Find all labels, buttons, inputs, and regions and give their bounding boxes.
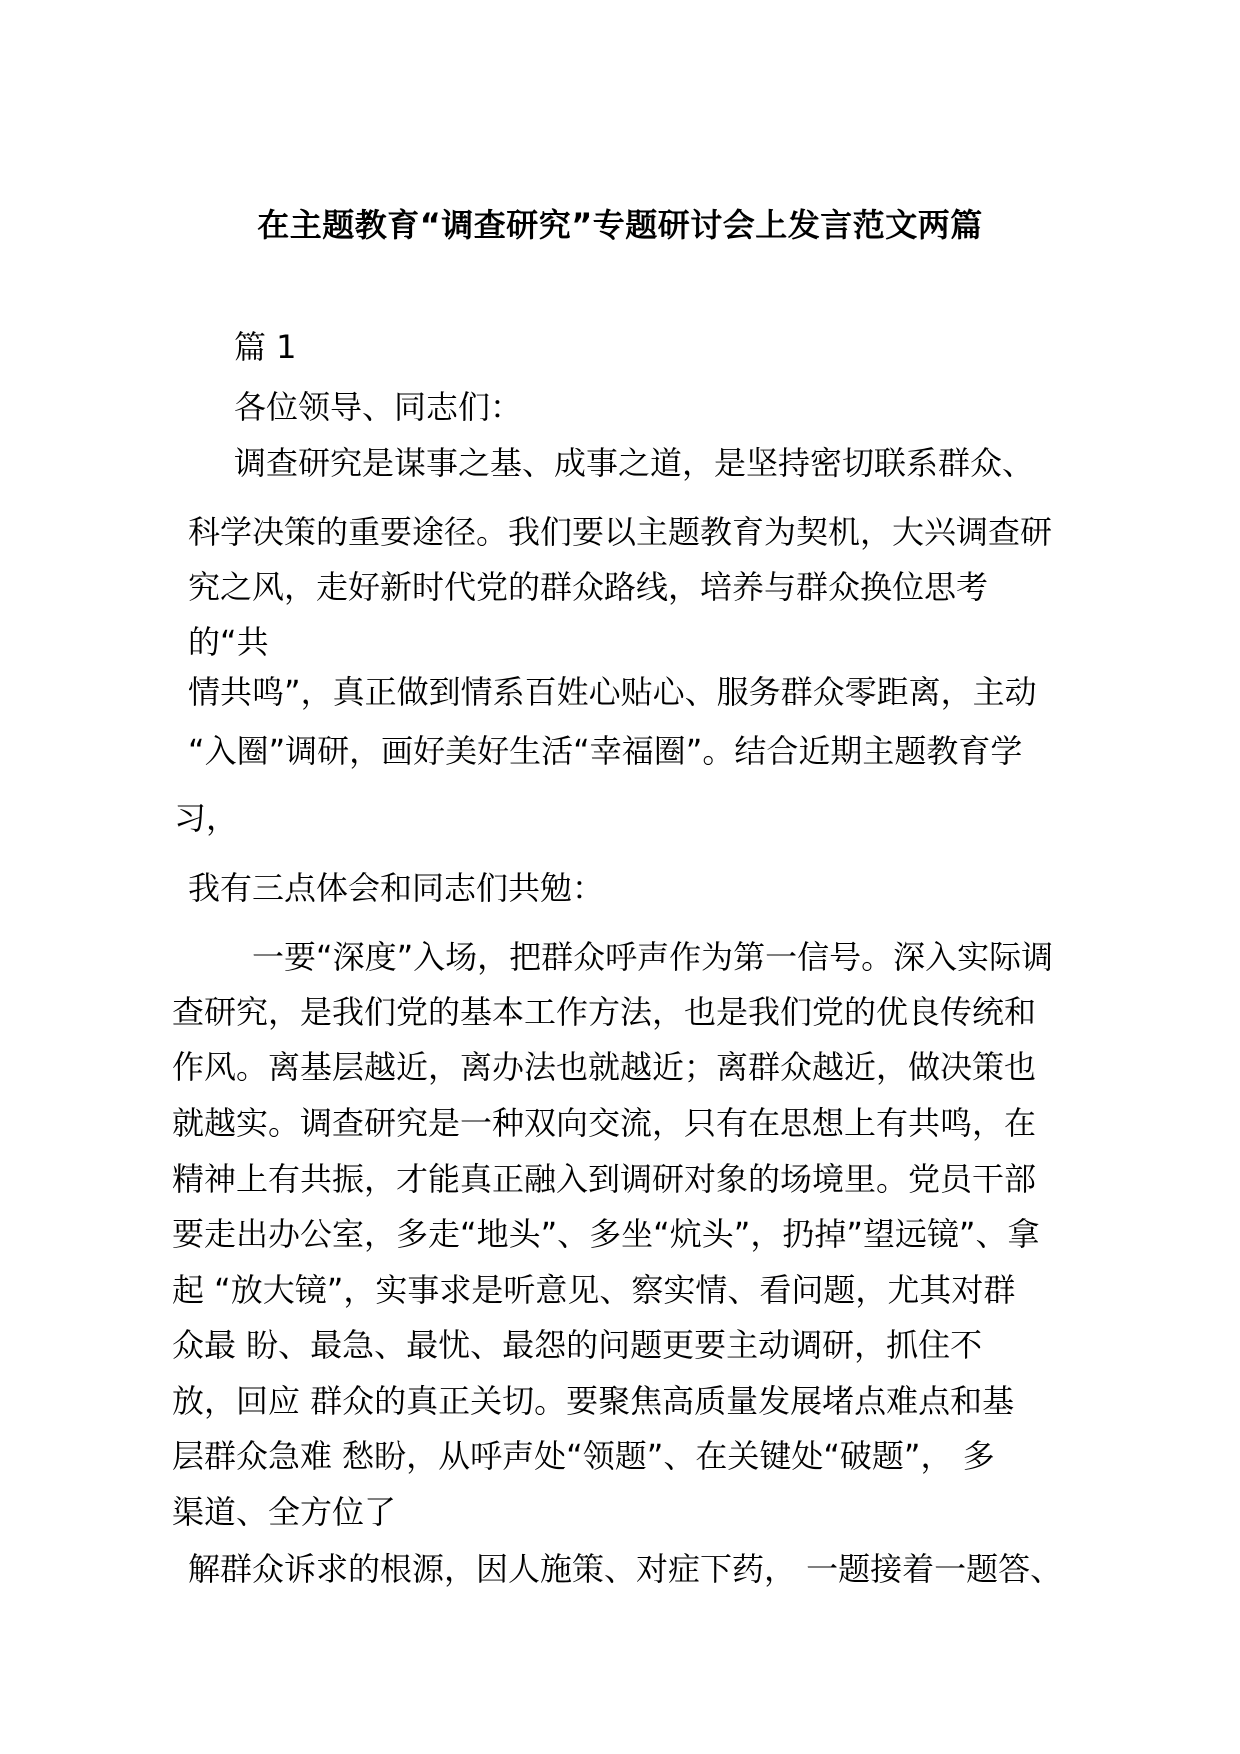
paragraph-line: 作风。离基层越近，离办法也就越近；离群众越近，做决策也 (172, 1048, 1037, 1086)
paragraph-line: 的“共 (188, 623, 269, 661)
paragraph-line: 调查研究是谋事之基、成事之道，是坚持密切联系群众、 (234, 444, 1035, 482)
paragraph-line: 究之风，走好新时代党的群众路线，培养与群众换位思考 (188, 568, 989, 606)
document-title: 在主题教育“调查研究”专题研讨会上发言范文两篇 (257, 206, 983, 244)
paragraph-line: 要走出办公室，多走“地头”、多坐“炕头”，扔掉”望远镜”、拿 (172, 1215, 1040, 1253)
paragraph-line: 一要“深度”入场，把群众呼声作为第一信号。深入实际调 (252, 938, 1054, 976)
paragraph-line: 放，回应 群众的真正关切。要聚焦高质量发展堵点难点和基 (172, 1382, 1015, 1420)
paragraph-line: 起 “放大镜”，实事求是听意见、察实情、看问题，尤其对群 (172, 1271, 1016, 1309)
paragraph-line: “入圈”调研，画好美好生活“幸福圈”。结合近期主题教育学 (188, 732, 1023, 770)
paragraph-line: 习， (174, 799, 239, 837)
section-heading: 篇 1 (234, 328, 297, 366)
paragraph-line: 层群众急难 愁盼，从呼声处“领题”、在关键处“破题”， 多 (172, 1437, 995, 1475)
paragraph-line: 众最 盼、最急、最忧、最怨的问题更要主动调研，抓住不 (172, 1326, 983, 1364)
salutation: 各位领导、同志们： (234, 388, 523, 426)
paragraph-line: 精神上有共振，才能真正融入到调研对象的场境里。党员干部 (172, 1160, 1037, 1198)
paragraph-line: 查研究，是我们党的基本工作方法，也是我们党的优良传统和 (172, 993, 1037, 1031)
paragraph-line: 就越实。调查研究是一种双向交流，只有在思想上有共鸣，在 (172, 1104, 1037, 1142)
paragraph-line: 情共鸣”，真正做到情系百姓心贴心、服务群众零距离，主动 (188, 673, 1037, 711)
paragraph-line: 我有三点体会和同志们共勉： (188, 869, 605, 907)
paragraph-line: 解群众诉求的根源，因人施策、对症下药， 一题接着一题答、 (188, 1550, 1063, 1588)
paragraph-line: 科学决策的重要途径。我们要以主题教育为契机，大兴调查研 (188, 513, 1053, 551)
paragraph-line: 渠道、全方位了 (172, 1493, 397, 1531)
